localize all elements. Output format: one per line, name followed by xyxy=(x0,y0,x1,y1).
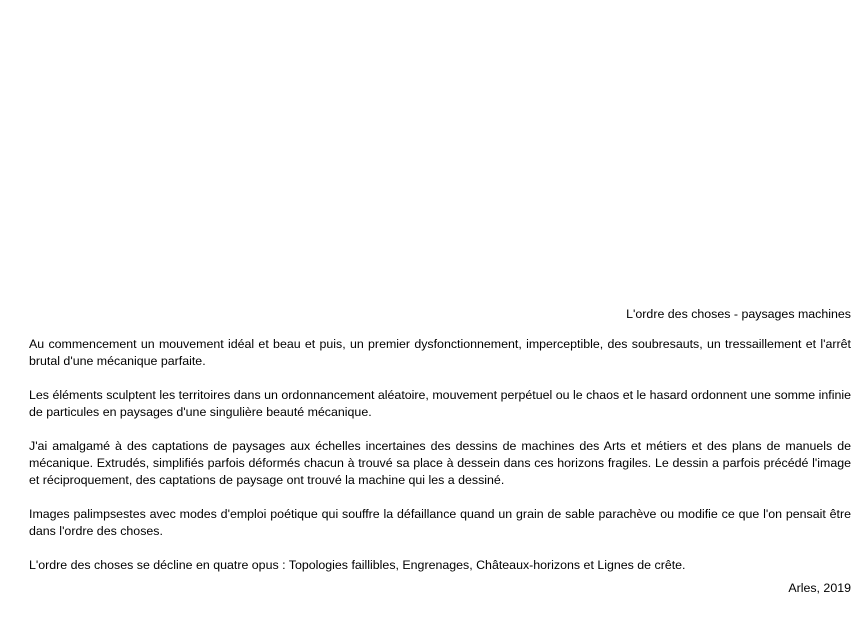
body-text xyxy=(29,336,851,591)
document-title: L'ordre des choses - paysages machines xyxy=(626,307,851,321)
paragraph-intro: Au commencement un mouvement idéal et beau et puis, un premier dysfonctionnement, imperceptible, des soubresauts, un tressaillement et l'arrêt brutal d'une mécanique parfaite. xyxy=(29,337,851,368)
paragraph-opus: L'ordre des choses se décline en quatre opus : Topologies faillibles, Engrenages, Châteaux-horizons et Lignes de crête. xyxy=(29,558,686,572)
paragraph-elements: Les éléments sculptent les territoires dans un ordonnancement aléatoire, mouvement perpétuel ou le chaos et le hasard ordonnent une somme infinie de particules en paysages d'une singulière beauté mécanique. xyxy=(29,388,851,419)
paragraph-method: J'ai amalgamé à des captations de paysages aux échelles incertaines des dessins de machines des Arts et métiers et des plans de manuels de mécanique. Extrudés, simplifiés parfois déformés chacun à trouvé sa place à dessein dans ces horizons fragiles. Le dessin a parfois précédé l'image et réciproquement, des captations de paysage ont trouvé la machine qui les a dessiné. xyxy=(29,439,851,487)
paragraph-palimpsests: Images palimpsestes avec modes d'emploi poétique qui souffre la défaillance quand un grain de sable parachève ou modifie ce que l'on pensait être dans l'ordre des choses. xyxy=(29,507,851,538)
signature: Arles, 2019 xyxy=(788,581,851,595)
